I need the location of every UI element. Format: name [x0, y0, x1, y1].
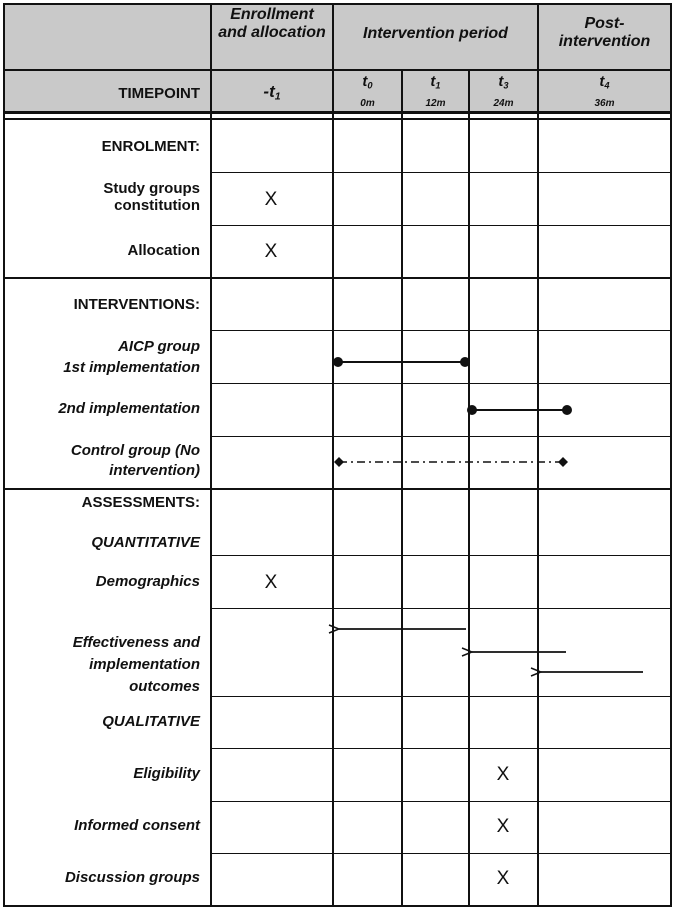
- section-assessments: ASSESSMENTS:: [81, 494, 200, 511]
- row-aicp-line2: 1st implementation: [63, 359, 200, 376]
- control-start-diamond: [334, 457, 344, 467]
- aicp-first-end-dot: [460, 357, 470, 367]
- row-second-implementation: 2nd implementation: [58, 400, 200, 417]
- control-group-line: [334, 457, 568, 467]
- second-impl-start-dot: [467, 405, 477, 415]
- mark-discussion-groups: X: [496, 868, 510, 889]
- timepoint-t0-month: 0m: [360, 98, 375, 109]
- section-enrolment: ENROLMENT:: [101, 138, 200, 155]
- row-allocation: Allocation: [127, 242, 200, 259]
- row-study-groups: Study groups constitution: [103, 180, 200, 214]
- row-control-line1: Control group (No: [70, 442, 200, 459]
- section-qualitative: QUALITATIVE: [102, 713, 200, 730]
- timepoint-t1-month: 12m: [425, 98, 446, 109]
- aicp-first-start-dot: [333, 357, 343, 367]
- row-informed-consent: Informed consent: [74, 817, 200, 834]
- row-effectiveness: Effectiveness and implementation outcomes: [72, 634, 200, 695]
- timepoint-t4-month: 36m: [594, 98, 615, 109]
- timepoint-t1: $t_1$: [430, 73, 441, 91]
- row-aicp-line1: AICP group: [118, 338, 200, 355]
- mark-informed-consent: X: [496, 816, 510, 837]
- second-implementation-line: [467, 405, 572, 415]
- timepoint-label: TIMEPOINT: [118, 85, 200, 102]
- row-demographics: Demographics: [95, 573, 200, 590]
- second-impl-end-dot: [562, 405, 572, 415]
- timepoint-t3: $t_3$: [498, 73, 509, 91]
- aicp-first-implementation-line: [333, 357, 470, 367]
- timepoint-t0: $t_0$: [362, 73, 373, 91]
- mark-demographics: X: [264, 572, 278, 593]
- mark-study-groups: X: [264, 189, 278, 210]
- header-intervention: Intervention period: [363, 25, 508, 42]
- header-enrollment: Enrollment and allocation: [218, 6, 326, 41]
- row-discussion-groups: Discussion groups: [64, 869, 200, 886]
- row-control-line2: intervention): [109, 462, 200, 479]
- timepoint-t4: $t_4$: [599, 73, 610, 91]
- effectiveness-arrows: [339, 629, 643, 672]
- mark-allocation: X: [264, 241, 278, 262]
- mark-eligibility: X: [496, 764, 510, 785]
- control-end-diamond: [558, 457, 568, 467]
- timepoint-enroll: $-t_1$: [263, 82, 281, 103]
- section-quantitative: QUANTITATIVE: [91, 534, 200, 551]
- row-eligibility: Eligibility: [133, 765, 200, 782]
- timepoint-t3-month: 24m: [493, 98, 514, 109]
- section-interventions: INTERVENTIONS:: [73, 296, 200, 313]
- header-post: Post-intervention: [558, 15, 651, 50]
